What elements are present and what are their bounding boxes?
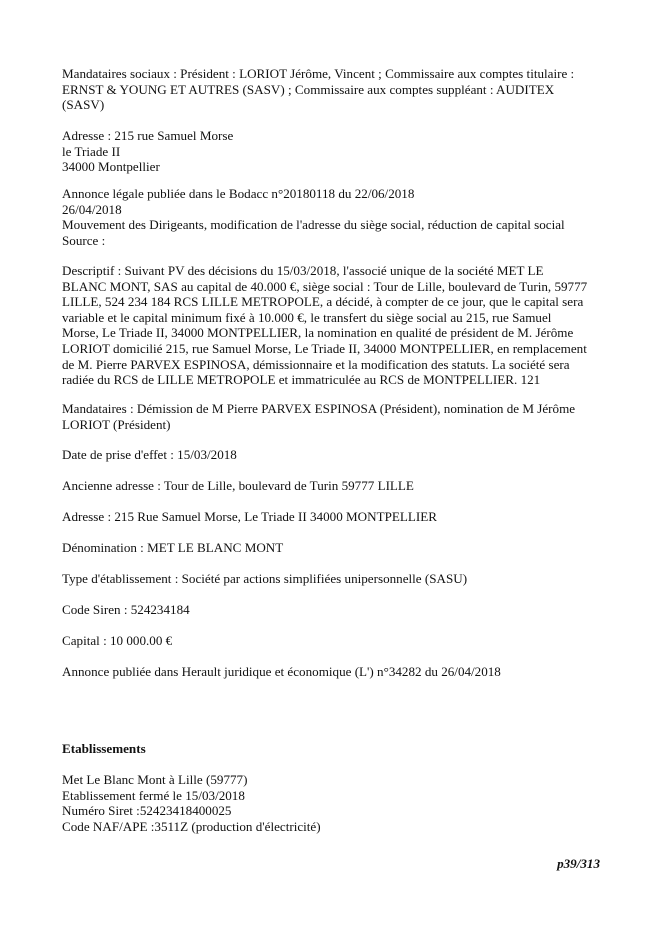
adresse-line-2: le Triade II xyxy=(62,143,121,159)
capital-text: Capital : 10 000.00 € xyxy=(62,633,173,648)
mandataires-sociaux-paragraph xyxy=(62,66,612,113)
descriptif-line-1: Descriptif : Suivant PV des décisions du 15/03/2018, l'associé unique de la société MET LE xyxy=(62,263,544,278)
adresse-line-1: Adresse : 215 rue Samuel Morse xyxy=(62,128,234,143)
adresse-line-3: 34000 Montpellier xyxy=(62,159,160,175)
annonce-line-4: Source : xyxy=(62,232,106,248)
adresse-paragraph xyxy=(62,128,612,175)
descriptif-line-6: LORIOT domicilié 215, rue Samuel Morse, Le Triade II, 34000 MONTPELLIER, en remplacement xyxy=(62,340,587,356)
ancienne-adresse-text: Ancienne adresse : Tour de Lille, boulevard de Turin 59777 LILLE xyxy=(62,478,414,493)
descriptif-line-3: LILLE, 524 234 184 RCS LILLE METROPOLE, a décidé, à compter de ce jour, que le capital sera xyxy=(62,294,584,310)
annonce-line-1: Annonce légale publiée dans le Bodacc n°20180118 du 22/06/2018 xyxy=(62,186,415,201)
mandataires-line-2: LORIOT (Président) xyxy=(62,416,171,432)
etablissement-line-2: Etablissement fermé le 15/03/2018 xyxy=(62,787,245,803)
descriptif-paragraph xyxy=(62,263,612,388)
code-siren-text: Code Siren : 524234184 xyxy=(62,602,190,617)
etablissement-paragraph xyxy=(62,772,612,834)
mandataires-sociaux-line-3: (SASV) xyxy=(62,97,105,113)
etablissement-line-4: Code NAF/APE :3511Z (production d'électricité) xyxy=(62,818,321,834)
etablissement-line-1: Met Le Blanc Mont à Lille (59777) xyxy=(62,772,248,787)
annonce-publiee-text: Annonce publiée dans Herault juridique et économique (L') n°34282 du 26/04/2018 xyxy=(62,664,501,679)
mandataires-paragraph xyxy=(62,401,612,432)
annonce-line-3: Mouvement des Dirigeants, modification de l'adresse du siège social, réduction de capital social xyxy=(62,217,565,233)
descriptif-line-4: variable et le capital minimum fixé à 10.000 €, le transfert du siège social au 215, rue Samuel xyxy=(62,309,552,325)
adresse-nouvelle-text: Adresse : 215 Rue Samuel Morse, Le Triade II 34000 MONTPELLIER xyxy=(62,509,437,524)
annonce-line-2: 26/04/2018 xyxy=(62,201,122,217)
type-etablissement-text: Type d'établissement : Société par actions simplifiées unipersonnelle (SASU) xyxy=(62,571,468,586)
etablissements-heading: Etablissements xyxy=(62,741,146,756)
date-effet-text: Date de prise d'effet : 15/03/2018 xyxy=(62,447,237,462)
descriptif-line-8: radiée du RCS de LILLE METROPOLE et immatriculée au RCS de MONTPELLIER. 121 xyxy=(62,372,541,388)
mandataires-sociaux-line-2: ERNST & YOUNG ET AUTRES (SASV) ; Commissaire aux comptes suppléant : AUDITEX xyxy=(62,81,555,97)
mandataires-line-1: Mandataires : Démission de M Pierre PARVEX ESPINOSA (Président), nomination de M Jérôme xyxy=(62,401,576,416)
descriptif-line-2: BLANC MONT, SAS au capital de 40.000 €, siège social : Tour de Lille, boulevard de Turin, 59777 xyxy=(62,278,588,294)
descriptif-line-5: Morse, Le Triade II, 34000 MONTPELLIER, la nomination en qualité de président de M. Jérôme xyxy=(62,325,574,341)
denomination-text: Dénomination : MET LE BLANC MONT xyxy=(62,540,284,555)
mandataires-sociaux-line-1: Mandataires sociaux : Président : LORIOT Jérôme, Vincent ; Commissaire aux comptes titulaire : xyxy=(62,66,575,81)
etablissement-line-3: Numéro Siret :52423418400025 xyxy=(62,803,232,819)
page-number: p39/313 xyxy=(557,856,600,871)
descriptif-line-7: de M. Pierre PARVEX ESPINOSA, démissionnaire et la modification des statuts. La société sera xyxy=(62,356,570,372)
annonce-legale-paragraph xyxy=(62,186,612,248)
